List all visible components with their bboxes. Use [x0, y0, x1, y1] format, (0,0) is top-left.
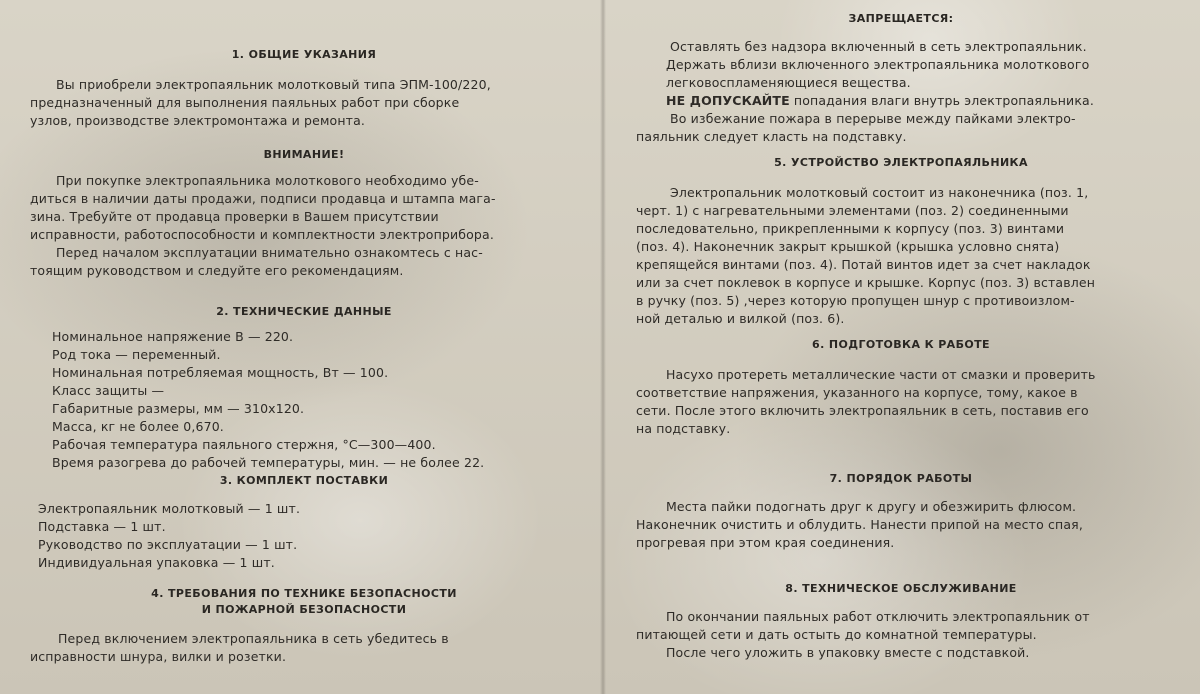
section-8-body: [636, 608, 1166, 662]
section-2-title: 2. ТЕХНИЧЕСКИЕ ДАННЫЕ: [216, 305, 392, 318]
section-8-title: 8. ТЕХНИЧЕСКОЕ ОБСЛУЖИВАНИЕ: [785, 582, 1017, 595]
section-6-title: 6. ПОДГОТОВКА К РАБОТЕ: [812, 338, 990, 351]
s4-line-1: Перед включением электропаяльника в сеть убедитесь в: [58, 631, 449, 646]
section-7-title: 7. ПОРЯДОК РАБОТЫ: [829, 472, 973, 485]
s5-line-3: последовательно, прикрепленными к корпусу (поз. 3) винтами: [636, 221, 1065, 236]
spec-mass: Масса, кг не более 0,670.: [52, 419, 224, 434]
forbidden-line-5: Во избежание пожара в перерыве между пайками электро-: [670, 111, 1076, 126]
attention-line-3: зина. Требуйте от продавца проверки в Вашем присутствии: [30, 209, 439, 224]
spec-voltage: Номинальное напряжение В — 220.: [52, 329, 294, 344]
forbidden-line-3: легковоспламеняющиеся вещества.: [666, 75, 911, 90]
attention-line-6: тоящим руководством и следуйте его рекомендациям.: [30, 263, 404, 278]
forbidden-line-6: паяльник следует класть на подставку.: [636, 129, 907, 144]
forbidden-line-2: Держать вблизи включенного электропаяльника молоткового: [666, 57, 1090, 72]
forbidden-line-4: [636, 92, 1166, 110]
section-4-title-line-1: 4. ТРЕБОВАНИЯ ПО ТЕХНИКЕ БЕЗОПАСНОСТИ: [151, 587, 457, 600]
section-1-title: 1. ОБЩИЕ УКАЗАНИЯ: [231, 48, 377, 61]
s8-line-2: питающей сети и дать остыть до комнатной температуры.: [636, 627, 1037, 642]
left-page: [30, 0, 578, 694]
set-item-soldering-iron: Электропаяльник молотковый — 1 шт.: [38, 501, 301, 516]
spec-current-type: Род тока — переменный.: [52, 347, 221, 362]
set-item-package: Индивидуальная упаковка — 1 шт.: [38, 555, 275, 570]
s5-line-6: или за счет поклевок в корпусе и крышке. Корпус (поз. 3) вставлен: [636, 275, 1096, 290]
right-page: [636, 0, 1166, 694]
s7-line-1: Места пайки подогнать друг к другу и обезжирить флюсом.: [666, 499, 1077, 514]
s8-line-1: По окончании паяльных работ отключить электропаяльник от: [666, 609, 1090, 624]
forbidden-line-1: Оставлять без надзора включенный в сеть электропаяльник.: [670, 39, 1087, 54]
forbidden-title: ЗАПРЕЩАЕТСЯ:: [848, 12, 954, 25]
s7-line-2: Наконечник очистить и облудить. Нанести припой на место спая,: [636, 517, 1083, 532]
s5-line-2: черт. 1) с нагревательными элементами (поз. 2) соединенными: [636, 203, 1069, 218]
attention-line-5: Перед началом эксплуатации внимательно ознакомтесь с нас-: [56, 245, 483, 260]
page-fold: [600, 0, 606, 694]
spec-temperature: Рабочая температура паяльного стержня, °С—300—400.: [52, 437, 436, 452]
s5-line-7: в ручку (поз. 5) ,через которую пропущен шнур с противоизлом-: [636, 293, 1075, 308]
s6-line-1: Насухо протереть металлические части от смазки и проверить: [666, 367, 1096, 382]
s6-line-2: соответствие напряжения, указанного на корпусе, тому, какое в: [636, 385, 1078, 400]
s4-line-2: исправности шнура, вилки и розетки.: [30, 649, 287, 664]
forbidden-line-4-rest: попадания влаги внутрь электропаяльника.: [789, 93, 1094, 108]
s5-line-4: (поз. 4). Наконечник закрыт крышкой (крышка условно снята): [636, 239, 1060, 254]
set-item-manual: Руководство по эксплуатации — 1 шт.: [38, 537, 298, 552]
s1-line-2: предназначенный для выполнения паяльных работ при сборке: [30, 95, 460, 110]
spec-power: Номинальная потребляемая мощность, Вт — 100.: [52, 365, 389, 380]
spec-heatup-time: Время разогрева до рабочей температуры, мин. — не более 22.: [52, 455, 485, 470]
attention-line-2: диться в наличии даты продажи, подписи продавца и штампа мага-: [30, 191, 496, 206]
attention-body: [30, 172, 578, 280]
s5-line-8: ной деталью и вилкой (поз. 6).: [636, 311, 845, 326]
section-4-body: [30, 630, 578, 666]
section-7-body: [636, 498, 1166, 552]
s7-line-3: прогревая при этом края соединения.: [636, 535, 895, 550]
s6-line-4: на подставку.: [636, 421, 731, 436]
s8-line-3: После чего уложить в упаковку вместе с подставкой.: [666, 645, 1030, 660]
delivery-set-list: [38, 500, 300, 572]
set-item-stand: Подставка — 1 шт.: [38, 519, 166, 534]
attention-line-1: При покупке электропаяльника молоткового необходимо убе-: [56, 173, 479, 188]
spec-protection-class: Класс защиты —: [52, 383, 165, 398]
section-3-title: 3. КОМПЛЕКТ ПОСТАВКИ: [219, 474, 389, 487]
section-4-title-line-2: И ПОЖАРНОЙ БЕЗОПАСНОСТИ: [201, 603, 407, 616]
forbidden-body: [636, 38, 1166, 146]
attention-title: ВНИМАНИЕ!: [263, 148, 345, 161]
s5-line-5: крепящейся винтами (поз. 4). Потай винтов идет за счет накладок: [636, 257, 1091, 272]
do-not-allow-emphasis: НЕ ДОПУСКАЙТЕ: [666, 93, 790, 108]
s1-line-3: узлов, производстве электромонтажа и ремонта.: [30, 113, 366, 128]
section-6-body: [636, 366, 1166, 438]
section-1-body: [30, 76, 578, 130]
s6-line-3: сети. После этого включить электропаяльник в сеть, поставив его: [636, 403, 1089, 418]
section-5-body: [636, 184, 1166, 328]
s1-line-1: Вы приобрели электропаяльник молотковый типа ЭПМ-100/220,: [56, 77, 491, 92]
s5-line-1: Электропальник молотковый состоит из наконечника (поз. 1,: [670, 185, 1089, 200]
attention-line-4: исправности, работоспособности и комплектности электроприбора.: [30, 227, 494, 242]
spec-dimensions: Габаритные размеры, мм — 310х120.: [52, 401, 305, 416]
section-5-title: 5. УСТРОЙСТВО ЭЛЕКТРОПАЯЛЬНИКА: [774, 156, 1028, 169]
technical-data-list: [52, 328, 484, 472]
